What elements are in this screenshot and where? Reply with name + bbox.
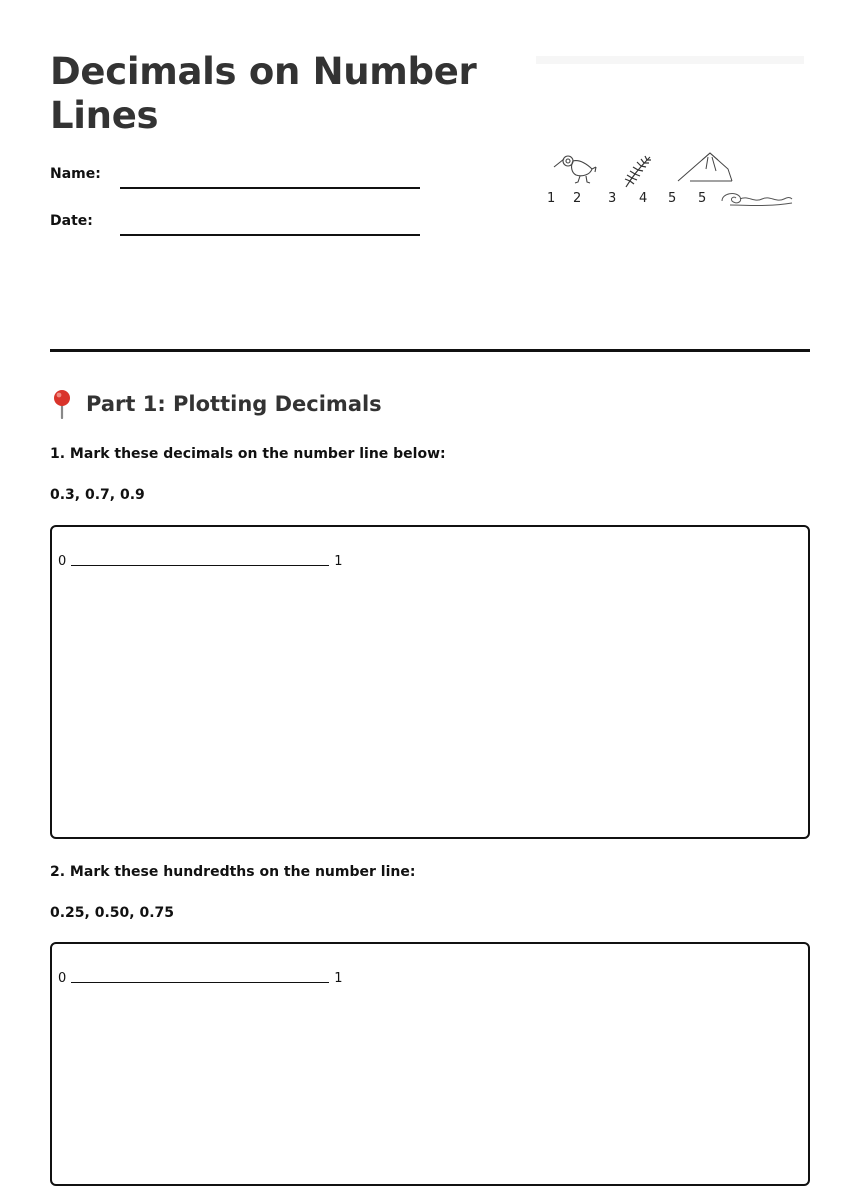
logo-digit: 5 <box>668 191 677 206</box>
number-line-rule <box>71 982 329 983</box>
logo <box>540 145 800 217</box>
question-2-prompt: 2. Mark these hundredths on the number line: <box>50 864 416 880</box>
page-title: Decimals on Number Lines <box>50 50 477 137</box>
question-1-values: 0.3, 0.7, 0.9 <box>50 487 145 503</box>
section-title-part-1 <box>50 389 382 419</box>
mountain-icon <box>678 153 732 181</box>
logo-digits <box>547 191 706 206</box>
number-line-start: 0 <box>58 554 67 569</box>
date-label: Date: <box>50 213 93 229</box>
fern-icon <box>625 156 651 187</box>
question-2-values: 0.25, 0.50, 0.75 <box>50 905 175 921</box>
logo-band <box>536 56 804 64</box>
section-title-text: Part 1: Plotting Decimals <box>86 392 382 416</box>
number-line-rule <box>71 565 329 566</box>
number-line-start: 0 <box>58 971 67 986</box>
logo-digit: 5 <box>698 191 707 206</box>
name-field[interactable] <box>120 187 420 189</box>
logo-digit: 1 <box>547 191 556 206</box>
wave-icon <box>722 194 792 206</box>
number-line <box>58 554 343 569</box>
number-line-end: 1 <box>334 554 343 569</box>
logo-digit: 4 <box>639 191 648 206</box>
answer-box-2[interactable] <box>50 942 810 1186</box>
kiwi-bird-icon <box>554 156 596 183</box>
name-label: Name: <box>50 166 101 182</box>
date-field[interactable] <box>120 234 420 236</box>
logo-digit: 2 <box>573 191 582 206</box>
logo-digit: 3 <box>608 191 617 206</box>
answer-box-1[interactable] <box>50 525 810 839</box>
section-divider <box>50 349 810 352</box>
pushpin-icon <box>50 389 74 419</box>
number-line <box>58 971 343 986</box>
number-line-end: 1 <box>334 971 343 986</box>
question-1-prompt: 1. Mark these decimals on the number line below: <box>50 446 446 462</box>
